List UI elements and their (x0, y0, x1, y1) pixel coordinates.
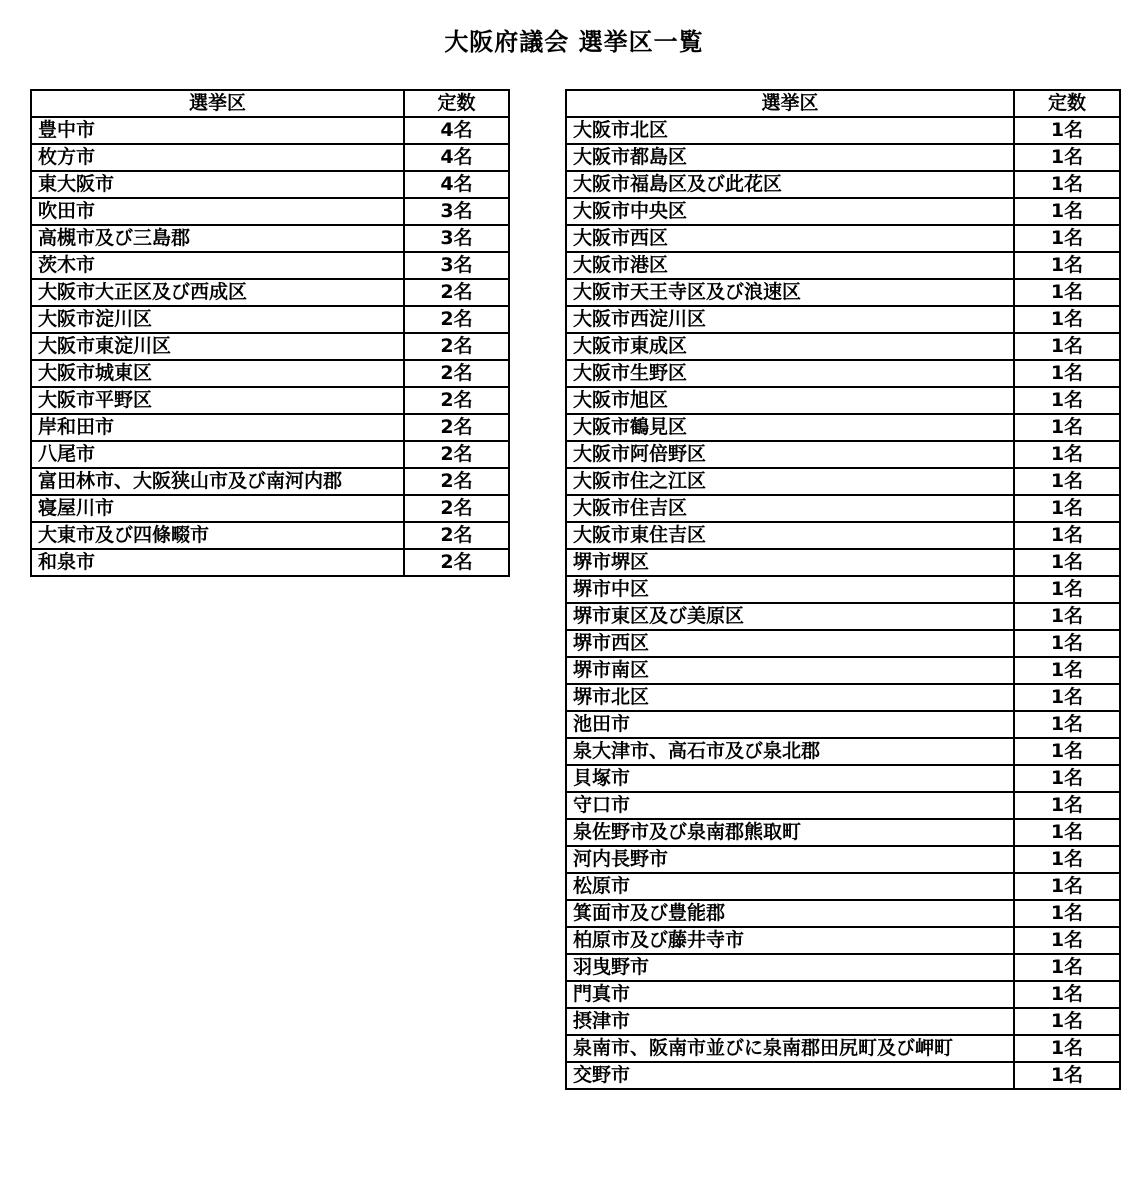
table-row (31, 117, 509, 144)
seat-count-cell: 1名 (1014, 144, 1120, 171)
table-row (31, 387, 509, 414)
district-name-cell: 泉大津市、高石市及び泉北郡 (566, 738, 1014, 765)
district-name-cell: 寝屋川市 (31, 495, 404, 522)
seats-column-header: 定数 (404, 90, 509, 117)
district-name-cell: 大阪市港区 (566, 252, 1014, 279)
seat-count-cell: 2名 (404, 387, 509, 414)
district-name-cell: 大阪市阿倍野区 (566, 441, 1014, 468)
district-name-cell: 大阪市西淀川区 (566, 306, 1014, 333)
seat-count-cell: 2名 (404, 414, 509, 441)
district-name-cell: 大阪市住吉区 (566, 495, 1014, 522)
district-name-cell: 大阪市北区 (566, 117, 1014, 144)
district-name-cell: 門真市 (566, 981, 1014, 1008)
right-district-table (565, 89, 1121, 1090)
table-row (566, 576, 1120, 603)
table-row (566, 198, 1120, 225)
seat-count-cell: 1名 (1014, 387, 1120, 414)
seat-count-cell: 4名 (404, 117, 509, 144)
district-name-cell: 和泉市 (31, 549, 404, 576)
district-name-cell: 高槻市及び三島郡 (31, 225, 404, 252)
table-row (31, 333, 509, 360)
table-row (566, 1035, 1120, 1062)
seat-count-cell: 1名 (1014, 900, 1120, 927)
table-row (566, 1008, 1120, 1035)
table-row (566, 927, 1120, 954)
district-name-cell: 大阪市東成区 (566, 333, 1014, 360)
table-row (31, 198, 509, 225)
district-name-cell: 羽曳野市 (566, 954, 1014, 981)
seat-count-cell: 2名 (404, 306, 509, 333)
table-row (31, 225, 509, 252)
seat-count-cell: 1名 (1014, 738, 1120, 765)
district-name-cell: 守口市 (566, 792, 1014, 819)
seat-count-cell: 2名 (404, 279, 509, 306)
seat-count-cell: 4名 (404, 144, 509, 171)
district-name-cell: 岸和田市 (31, 414, 404, 441)
seat-count-cell: 1名 (1014, 792, 1120, 819)
seat-count-cell: 1名 (1014, 198, 1120, 225)
seat-count-cell: 1名 (1014, 279, 1120, 306)
district-name-cell: 枚方市 (31, 144, 404, 171)
district-name-cell: 大東市及び四條畷市 (31, 522, 404, 549)
table-row (566, 387, 1120, 414)
table-row (566, 765, 1120, 792)
table-row (566, 306, 1120, 333)
seat-count-cell: 3名 (404, 198, 509, 225)
district-name-cell: 堺市東区及び美原区 (566, 603, 1014, 630)
seat-count-cell: 1名 (1014, 414, 1120, 441)
table-row (31, 360, 509, 387)
seat-count-cell: 1名 (1014, 306, 1120, 333)
district-column-header: 選挙区 (31, 90, 404, 117)
table-row (31, 495, 509, 522)
district-name-cell: 大阪市都島区 (566, 144, 1014, 171)
district-name-cell: 堺市北区 (566, 684, 1014, 711)
district-name-cell: 大阪市福島区及び此花区 (566, 171, 1014, 198)
seat-count-cell: 1名 (1014, 576, 1120, 603)
table-row (566, 333, 1120, 360)
seat-count-cell: 4名 (404, 171, 509, 198)
right-table-body (566, 117, 1120, 1089)
district-name-cell: 大阪市淀川区 (31, 306, 404, 333)
table-row (566, 792, 1120, 819)
district-name-cell: 大阪市東住吉区 (566, 522, 1014, 549)
district-name-cell: 富田林市、大阪狭山市及び南河内郡 (31, 468, 404, 495)
district-name-cell: 大阪市生野区 (566, 360, 1014, 387)
table-row (31, 252, 509, 279)
seat-count-cell: 1名 (1014, 819, 1120, 846)
seat-count-cell: 1名 (1014, 333, 1120, 360)
table-row (566, 738, 1120, 765)
district-name-cell: 池田市 (566, 711, 1014, 738)
district-name-cell: 柏原市及び藤井寺市 (566, 927, 1014, 954)
table-row (566, 819, 1120, 846)
district-name-cell: 大阪市西区 (566, 225, 1014, 252)
table-row (566, 981, 1120, 1008)
table-row (566, 495, 1120, 522)
seat-count-cell: 1名 (1014, 468, 1120, 495)
table-row (566, 549, 1120, 576)
table-row (566, 954, 1120, 981)
table-row (566, 441, 1120, 468)
seat-count-cell: 1名 (1014, 441, 1120, 468)
seat-count-cell: 1名 (1014, 684, 1120, 711)
district-name-cell: 茨木市 (31, 252, 404, 279)
table-row (566, 522, 1120, 549)
table-row (31, 144, 509, 171)
seat-count-cell: 2名 (404, 441, 509, 468)
table-row (566, 657, 1120, 684)
table-row (31, 306, 509, 333)
seat-count-cell: 1名 (1014, 765, 1120, 792)
seat-count-cell: 2名 (404, 333, 509, 360)
seat-count-cell: 3名 (404, 225, 509, 252)
table-row (566, 603, 1120, 630)
district-name-cell: 泉佐野市及び泉南郡熊取町 (566, 819, 1014, 846)
district-name-cell: 東大阪市 (31, 171, 404, 198)
seat-count-cell: 2名 (404, 549, 509, 576)
seats-column-header: 定数 (1014, 90, 1120, 117)
table-row (566, 1062, 1120, 1089)
table-row (566, 684, 1120, 711)
seat-count-cell: 1名 (1014, 117, 1120, 144)
seat-count-cell: 1名 (1014, 225, 1120, 252)
seat-count-cell: 1名 (1014, 1008, 1120, 1035)
seat-count-cell: 1名 (1014, 360, 1120, 387)
table-row (566, 468, 1120, 495)
seat-count-cell: 1名 (1014, 954, 1120, 981)
table-row (31, 414, 509, 441)
table-row (566, 873, 1120, 900)
seat-count-cell: 2名 (404, 468, 509, 495)
table-row (566, 846, 1120, 873)
district-name-cell: 大阪市東淀川区 (31, 333, 404, 360)
seat-count-cell: 1名 (1014, 1062, 1120, 1089)
seat-count-cell: 1名 (1014, 171, 1120, 198)
seat-count-cell: 3名 (404, 252, 509, 279)
table-row (566, 171, 1120, 198)
table-row (31, 279, 509, 306)
table-row (31, 549, 509, 576)
table-header-row (31, 90, 509, 117)
seat-count-cell: 1名 (1014, 981, 1120, 1008)
seat-count-cell: 2名 (404, 360, 509, 387)
district-name-cell: 貝塚市 (566, 765, 1014, 792)
seat-count-cell: 1名 (1014, 549, 1120, 576)
seat-count-cell: 1名 (1014, 711, 1120, 738)
district-column-header: 選挙区 (566, 90, 1014, 117)
district-name-cell: 大阪市大正区及び西成区 (31, 279, 404, 306)
seat-count-cell: 1名 (1014, 846, 1120, 873)
seat-count-cell: 2名 (404, 495, 509, 522)
table-row (31, 522, 509, 549)
district-name-cell: 大阪市中央区 (566, 198, 1014, 225)
district-name-cell: 堺市中区 (566, 576, 1014, 603)
table-row (566, 279, 1120, 306)
district-name-cell: 河内長野市 (566, 846, 1014, 873)
table-row (566, 360, 1120, 387)
seat-count-cell: 1名 (1014, 522, 1120, 549)
table-row (566, 630, 1120, 657)
table-row (566, 225, 1120, 252)
table-row (566, 252, 1120, 279)
district-name-cell: 大阪市旭区 (566, 387, 1014, 414)
seat-count-cell: 1名 (1014, 603, 1120, 630)
seat-count-cell: 1名 (1014, 927, 1120, 954)
district-name-cell: 堺市堺区 (566, 549, 1014, 576)
seat-count-cell: 1名 (1014, 252, 1120, 279)
district-name-cell: 摂津市 (566, 1008, 1014, 1035)
table-row (566, 144, 1120, 171)
table-row (31, 441, 509, 468)
table-row (566, 711, 1120, 738)
district-name-cell: 松原市 (566, 873, 1014, 900)
district-name-cell: 泉南市、阪南市並びに泉南郡田尻町及び岬町 (566, 1035, 1014, 1062)
seat-count-cell: 1名 (1014, 630, 1120, 657)
seat-count-cell: 1名 (1014, 495, 1120, 522)
district-name-cell: 大阪市天王寺区及び浪速区 (566, 279, 1014, 306)
district-name-cell: 大阪市平野区 (31, 387, 404, 414)
table-row (566, 414, 1120, 441)
table-row (31, 468, 509, 495)
seat-count-cell: 1名 (1014, 657, 1120, 684)
district-name-cell: 堺市南区 (566, 657, 1014, 684)
table-header-row (566, 90, 1120, 117)
district-name-cell: 大阪市鶴見区 (566, 414, 1014, 441)
district-name-cell: 八尾市 (31, 441, 404, 468)
table-row (566, 900, 1120, 927)
district-name-cell: 豊中市 (31, 117, 404, 144)
district-name-cell: 大阪市住之江区 (566, 468, 1014, 495)
district-name-cell: 大阪市城東区 (31, 360, 404, 387)
seat-count-cell: 1名 (1014, 1035, 1120, 1062)
district-name-cell: 箕面市及び豊能郡 (566, 900, 1014, 927)
page-title: 大阪府議会 選挙区一覧 (444, 28, 704, 56)
table-row (566, 117, 1120, 144)
district-name-cell: 吹田市 (31, 198, 404, 225)
district-name-cell: 堺市西区 (566, 630, 1014, 657)
left-district-table (30, 89, 510, 577)
seat-count-cell: 2名 (404, 522, 509, 549)
seat-count-cell: 1名 (1014, 873, 1120, 900)
left-table-body (31, 117, 509, 576)
table-row (31, 171, 509, 198)
district-name-cell: 交野市 (566, 1062, 1014, 1089)
